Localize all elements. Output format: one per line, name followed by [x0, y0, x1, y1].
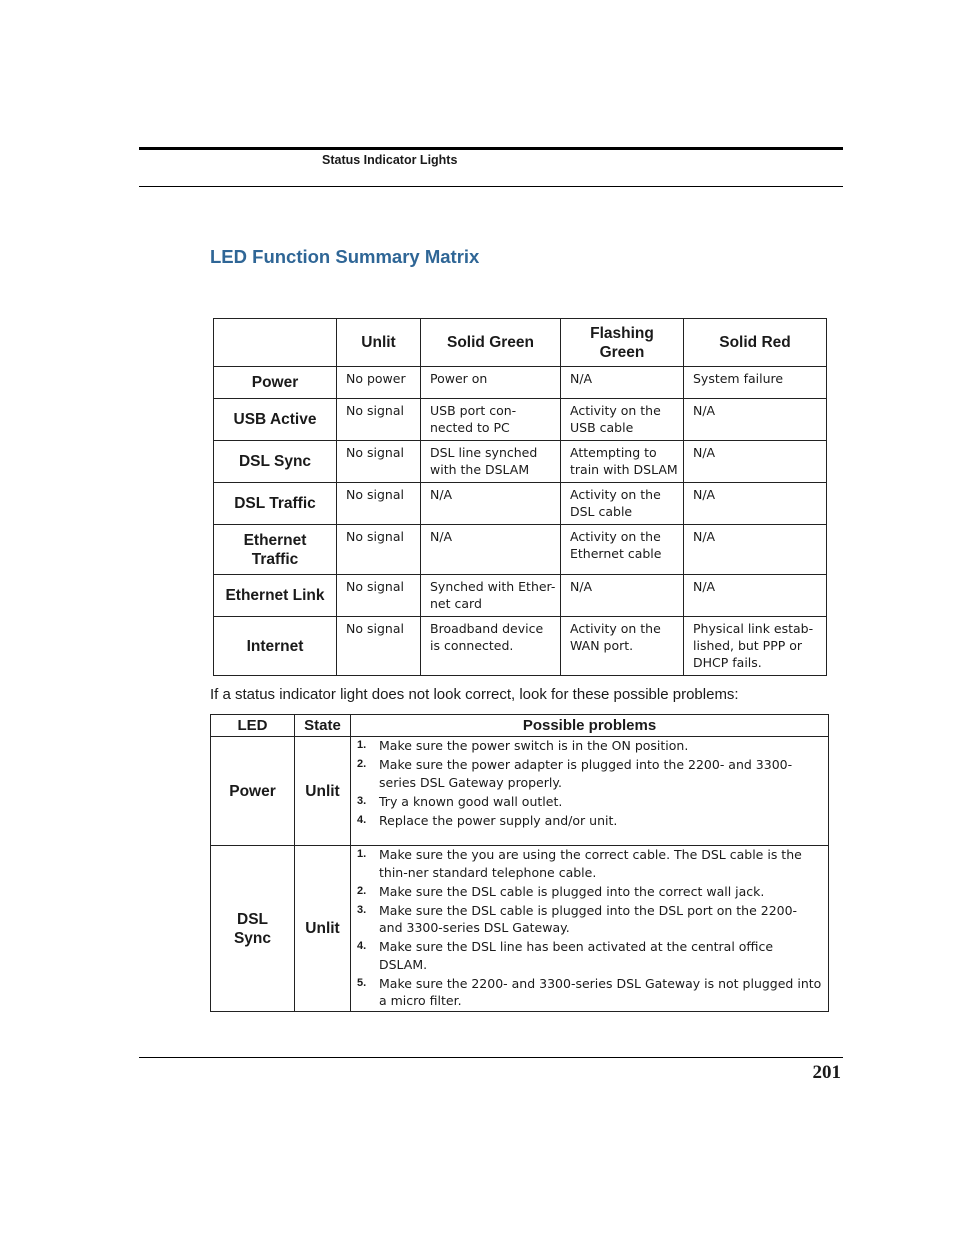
cell-flashing-green: Activity on the DSL cable — [561, 483, 684, 525]
cell-solid-green: N/A — [421, 525, 561, 575]
section-title: LED Function Summary Matrix — [210, 246, 480, 267]
matrix-header-unlit: Unlit — [337, 319, 421, 367]
running-head: Status Indicator Lights — [322, 153, 458, 167]
row-led-name: Ethernet Link — [214, 575, 337, 617]
problems-header-possible-problems: Possible problems — [351, 715, 829, 737]
header-rule — [139, 147, 843, 150]
table-row — [214, 367, 827, 399]
cell-solid-red: System failure — [684, 367, 827, 399]
cell-unlit: No signal — [337, 399, 421, 441]
cell-solid-red: N/A — [684, 525, 827, 575]
item-number: 3. — [357, 903, 367, 916]
item-text: Make sure the power adapter is plugged into the 2200- and 3300-series DSL Gateway properly. — [379, 757, 793, 790]
cell-solid-red: Physical link estab-lished, but PPP or DHCP fails. — [684, 617, 827, 676]
matrix-header-solid-red: Solid Red — [684, 319, 827, 367]
cell-solid-red: N/A — [684, 483, 827, 525]
item-text: Try a known good wall outlet. — [379, 793, 563, 809]
item-text: Replace the power supply and/or unit. — [379, 812, 618, 828]
row-led-name: Power — [214, 367, 337, 399]
cell-solid-green: Synched with Ether-net card — [421, 575, 561, 617]
cell-unlit: No power — [337, 367, 421, 399]
footer-rule — [139, 1057, 843, 1058]
cell-solid-red: N/A — [684, 441, 827, 483]
cell-flashing-green: N/A — [561, 367, 684, 399]
item-text: Make sure the DSL cable is plugged into the correct wall jack. — [379, 883, 765, 899]
cell-flashing-green: Activity on the WAN port. — [561, 617, 684, 676]
item-text: Make sure the power switch is in the ON position. — [379, 738, 689, 753]
table-row — [211, 846, 829, 1012]
problem-led: DSL Sync — [211, 846, 295, 1012]
led-matrix-table — [213, 318, 827, 676]
table-row — [214, 525, 827, 575]
table-row — [214, 483, 827, 525]
cell-unlit: No signal — [337, 575, 421, 617]
header-underline — [139, 186, 843, 187]
item-number: 4. — [357, 813, 367, 826]
cell-unlit: No signal — [337, 617, 421, 676]
row-led-name: Internet — [214, 617, 337, 676]
matrix-header-solid-green: Solid Green — [421, 319, 561, 367]
problems-header-led: LED — [211, 715, 295, 737]
item-text: Make sure the 2200- and 3300-series DSL Gateway is not plugged into a micro filter. — [379, 975, 822, 1008]
list-item — [357, 756, 822, 791]
row-led-name: USB Active — [214, 399, 337, 441]
item-text: Make sure the DSL line has been activated at the central office DSLAM. — [379, 939, 774, 972]
cell-unlit: No signal — [337, 525, 421, 575]
table-row — [211, 737, 829, 846]
problem-state: Unlit — [295, 846, 351, 1012]
row-led-name: DSL Sync — [214, 441, 337, 483]
problem-led: Power — [211, 737, 295, 846]
list-item — [357, 793, 822, 811]
cell-solid-green: N/A — [421, 483, 561, 525]
item-number: 1. — [357, 739, 367, 751]
cell-solid-green: DSL line synched with the DSLAM — [421, 441, 561, 483]
problem-list-cell — [351, 846, 829, 1012]
problem-list-cell — [351, 737, 829, 846]
table-row — [214, 617, 827, 676]
problems-header-row — [211, 715, 829, 737]
problems-header-state: State — [295, 715, 351, 737]
problem-list — [357, 737, 822, 829]
cell-solid-red: N/A — [684, 575, 827, 617]
item-number: 1. — [357, 848, 367, 860]
list-item — [357, 737, 822, 755]
item-number: 2. — [357, 884, 367, 897]
matrix-header-corner — [214, 319, 337, 367]
problems-table — [210, 714, 829, 1012]
list-item — [357, 883, 822, 901]
item-number: 5. — [357, 976, 367, 989]
item-number: 3. — [357, 794, 367, 807]
cell-solid-green: Power on — [421, 367, 561, 399]
cell-solid-green: USB port con-nected to PC — [421, 399, 561, 441]
cell-flashing-green: N/A — [561, 575, 684, 617]
matrix-header-row — [214, 319, 827, 367]
cell-unlit: No signal — [337, 483, 421, 525]
item-number: 2. — [357, 758, 367, 770]
list-item — [357, 938, 822, 973]
table-row — [214, 399, 827, 441]
cell-flashing-green: Activity on the USB cable — [561, 399, 684, 441]
cell-unlit: No signal — [337, 441, 421, 483]
table-row — [214, 575, 827, 617]
cell-flashing-green: Activity on the Ethernet cable — [561, 525, 684, 575]
item-number: 4. — [357, 940, 367, 952]
cell-flashing-green: Attempting to train with DSLAM — [561, 441, 684, 483]
matrix-header-flashing-green: Flashing Green — [561, 319, 684, 367]
list-item — [357, 975, 822, 1010]
problem-state: Unlit — [295, 737, 351, 846]
intro-paragraph: If a status indicator light does not look correct, look for these possible problems: — [210, 686, 739, 703]
page-number: 201 — [812, 1062, 841, 1083]
cell-solid-green: Broadband device is connected. — [421, 617, 561, 676]
list-item — [357, 902, 822, 937]
item-text: Make sure the you are using the correct cable. The DSL cable is the thin-ner standard telephone cable. — [379, 847, 802, 880]
row-led-name: DSL Traffic — [214, 483, 337, 525]
cell-solid-red: N/A — [684, 399, 827, 441]
problem-list — [357, 846, 822, 1010]
table-row — [214, 441, 827, 483]
row-led-name: Ethernet Traffic — [214, 525, 337, 575]
list-item — [357, 846, 822, 881]
item-text: Make sure the DSL cable is plugged into the DSL port on the 2200- and 3300-series DSL Gateway. — [379, 902, 798, 935]
list-item — [357, 812, 822, 830]
